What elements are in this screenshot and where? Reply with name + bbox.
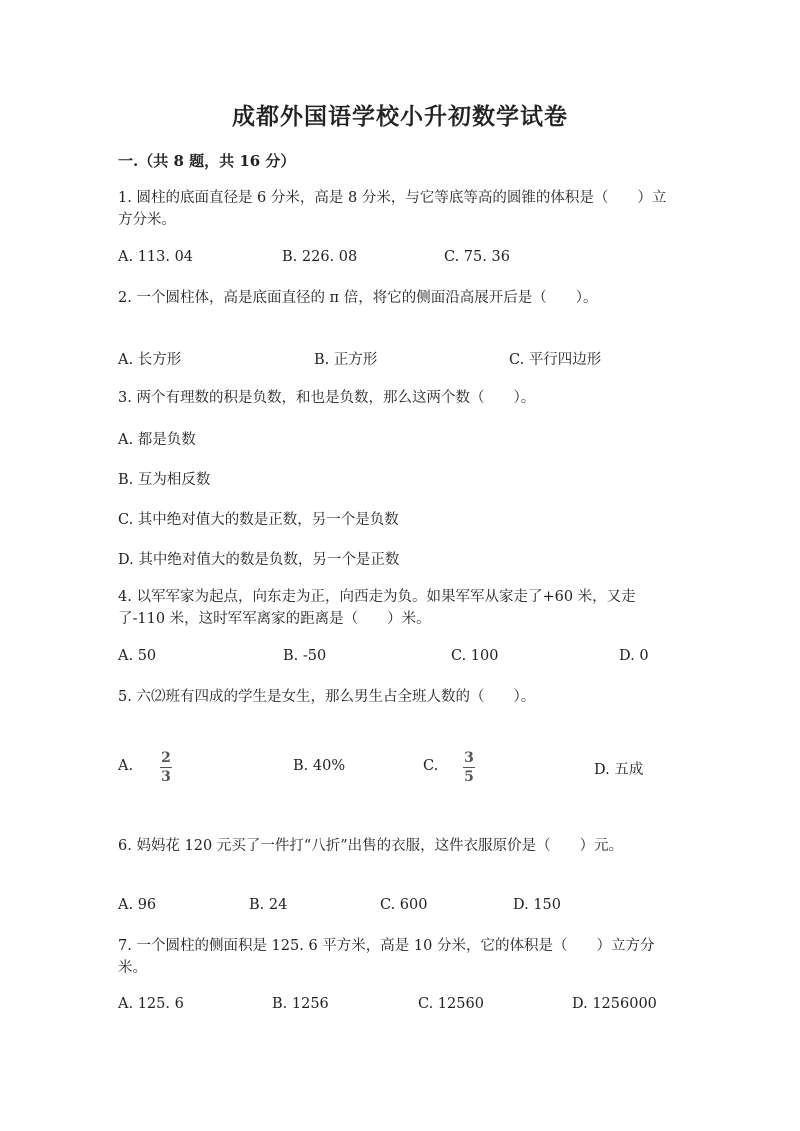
q3-option-c[interactable]: C. 其中绝对值大的数是正数，另一个是负数	[118, 512, 399, 528]
q6-option-c[interactable]: C. 600	[380, 897, 428, 913]
q4-option-b[interactable]: B. -50	[283, 648, 327, 664]
question-6: 6. 妈妈花 120 元买了一件打“八折”出售的衣服，这件衣服原价是（ ）元。	[118, 838, 624, 854]
q6-option-b[interactable]: B. 24	[249, 897, 288, 913]
question-4: 4. 以军军家为起点，向东走为正，向西走为负。如果军军从家走了+60 米，又走了-110 米，这时军军离家的距离是（ ）米。	[118, 589, 636, 627]
question-7: 7. 一个圆柱的侧面积是 125. 6 平方米，高是 10 分米，它的体积是（ ）立方分米。	[118, 938, 655, 976]
q5-option-c[interactable]: C.	[423, 758, 439, 774]
q2-option-b[interactable]: B. 正方形	[314, 352, 378, 368]
q5-fraction-c-numerator: 3	[464, 750, 474, 766]
fraction-bar	[160, 767, 172, 768]
q7-option-b[interactable]: B. 1256	[272, 996, 329, 1012]
q5-fraction-c	[463, 750, 475, 785]
q5-option-d[interactable]: D. 五成	[594, 762, 644, 778]
q6-option-d[interactable]: D. 150	[513, 897, 562, 913]
q5-fraction-a	[160, 750, 172, 785]
q6-option-a[interactable]: A. 96	[118, 897, 157, 913]
q1-option-b[interactable]: B. 226. 08	[282, 249, 358, 265]
q7-option-a[interactable]: A. 125. 6	[118, 996, 184, 1012]
q3-option-a[interactable]: A. 都是负数	[118, 432, 196, 448]
q5-fraction-a-denominator: 3	[161, 769, 171, 785]
q7-option-c[interactable]: C. 12560	[418, 996, 484, 1012]
q2-option-c[interactable]: C. 平行四边形	[509, 352, 602, 368]
q3-option-d[interactable]: D. 其中绝对值大的数是负数，另一个是正数	[118, 552, 400, 568]
q4-option-a[interactable]: A. 50	[118, 648, 157, 664]
q5-fraction-c-denominator: 5	[464, 769, 474, 785]
q4-option-d[interactable]: D. 0	[619, 648, 649, 664]
question-1: 1. 圆柱的底面直径是 6 分米，高是 8 分米，与它等底等高的圆锥的体积是（ ）立方分米。	[118, 190, 667, 228]
q5-option-b[interactable]: B. 40%	[293, 758, 346, 774]
page-title: 成都外国语学校小升初数学试卷	[232, 103, 568, 130]
section-heading: 一.（共 8 题，共 16 分）	[118, 152, 296, 170]
question-5: 5. 六⑵班有四成的学生是女生，那么男生占全班人数的（ ）。	[118, 689, 536, 705]
fraction-bar	[463, 767, 475, 768]
question-3: 3. 两个有理数的积是负数，和也是负数，那么这两个数（ ）。	[118, 390, 536, 406]
q5-fraction-a-numerator: 2	[161, 750, 171, 766]
q1-option-c[interactable]: C. 75. 36	[444, 249, 510, 265]
q2-option-a[interactable]: A. 长方形	[118, 352, 182, 368]
question-2: 2. 一个圆柱体，高是底面直径的 π 倍，将它的侧面沿高展开后是（ ）。	[118, 290, 598, 306]
q1-option-a[interactable]: A. 113. 04	[118, 249, 194, 265]
q3-option-b[interactable]: B. 互为相反数	[118, 472, 211, 488]
q7-option-d[interactable]: D. 1256000	[572, 996, 657, 1012]
q5-option-a[interactable]: A.	[118, 758, 134, 774]
q4-option-c[interactable]: C. 100	[451, 648, 499, 664]
